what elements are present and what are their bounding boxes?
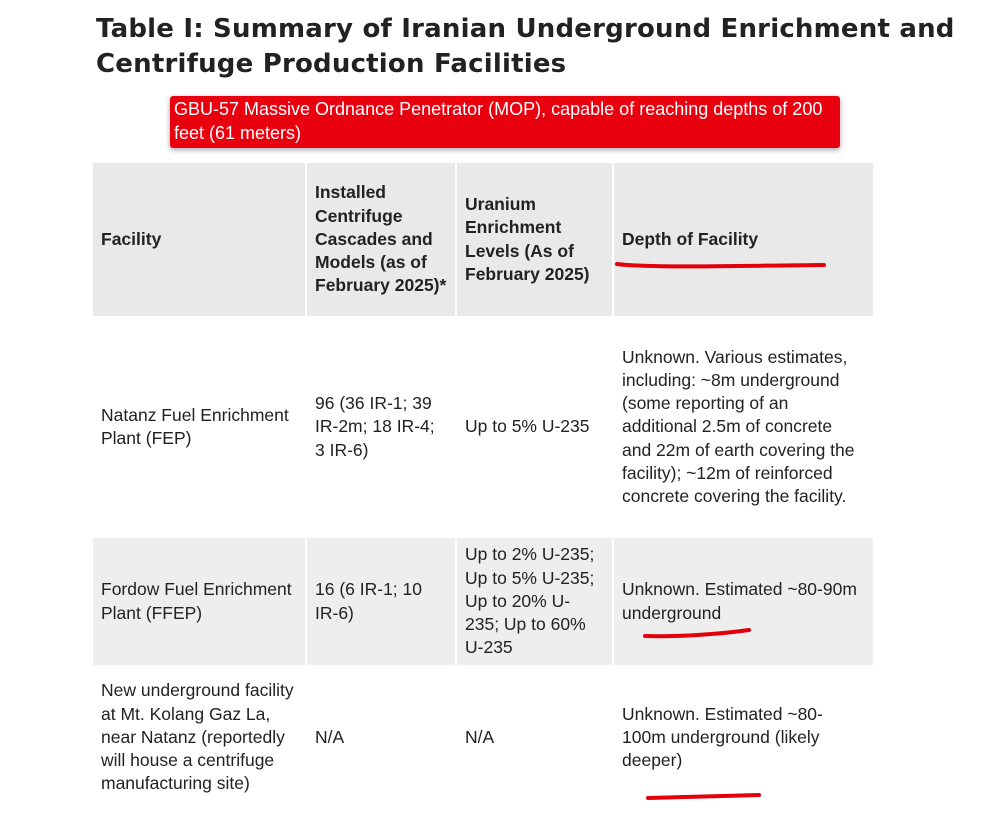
header-cascades: Installed Centrifuge Cascades and Models (as of February 2025)* [306, 163, 456, 316]
document-title: Table I: Summary of Iranian Underground Enrichment and Centrifuge Production Facilities [96, 14, 955, 79]
cell-enrichment: Up to 2% U-235; Up to 5% U-235; Up to 20% U-235; Up to 60% U-235 [456, 538, 613, 665]
cell-facility: Natanz Fuel Enrichment Plant (FEP) [93, 316, 306, 538]
cell-facility: New underground facility at Mt. Kolang Gaz La, near Natanz (reportedly will house a centrifuge manufacturing site) [93, 665, 306, 810]
table-row [93, 538, 873, 665]
header-facility: Facility [93, 163, 306, 316]
cell-enrichment: Up to 5% U-235 [456, 316, 613, 538]
table-header-row [93, 163, 873, 316]
cell-enrichment: N/A [456, 665, 613, 810]
header-enrichment: Uranium Enrichment Levels (As of February 2025) [456, 163, 613, 316]
cell-depth: Unknown. Estimated ~80-100m underground (likely deeper) [613, 665, 873, 810]
table-row [93, 316, 873, 538]
cell-cascades: N/A [306, 665, 456, 810]
cell-depth: Unknown. Estimated ~80-90m underground [613, 538, 873, 665]
highlight-note: GBU-57 Massive Ordnance Penetrator (MOP), capable of reaching depths of 200 feet (61 meters) [170, 96, 840, 148]
facilities-table [93, 163, 873, 810]
cell-cascades: 16 (6 IR-1; 10 IR-6) [306, 538, 456, 665]
cell-depth: Unknown. Various estimates, including: ~8m underground (some reporting of an additional 2.5m of concrete and 22m of earth covering the facility); ~12m of reinforced concrete covering the facility. [613, 316, 873, 538]
cell-cascades: 96 (36 IR-1; 39 IR-2m; 18 IR-4; 3 IR-6) [306, 316, 456, 538]
cell-facility: Fordow Fuel Enrichment Plant (FFEP) [93, 538, 306, 665]
table-row [93, 665, 873, 810]
header-depth: Depth of Facility [613, 163, 873, 316]
